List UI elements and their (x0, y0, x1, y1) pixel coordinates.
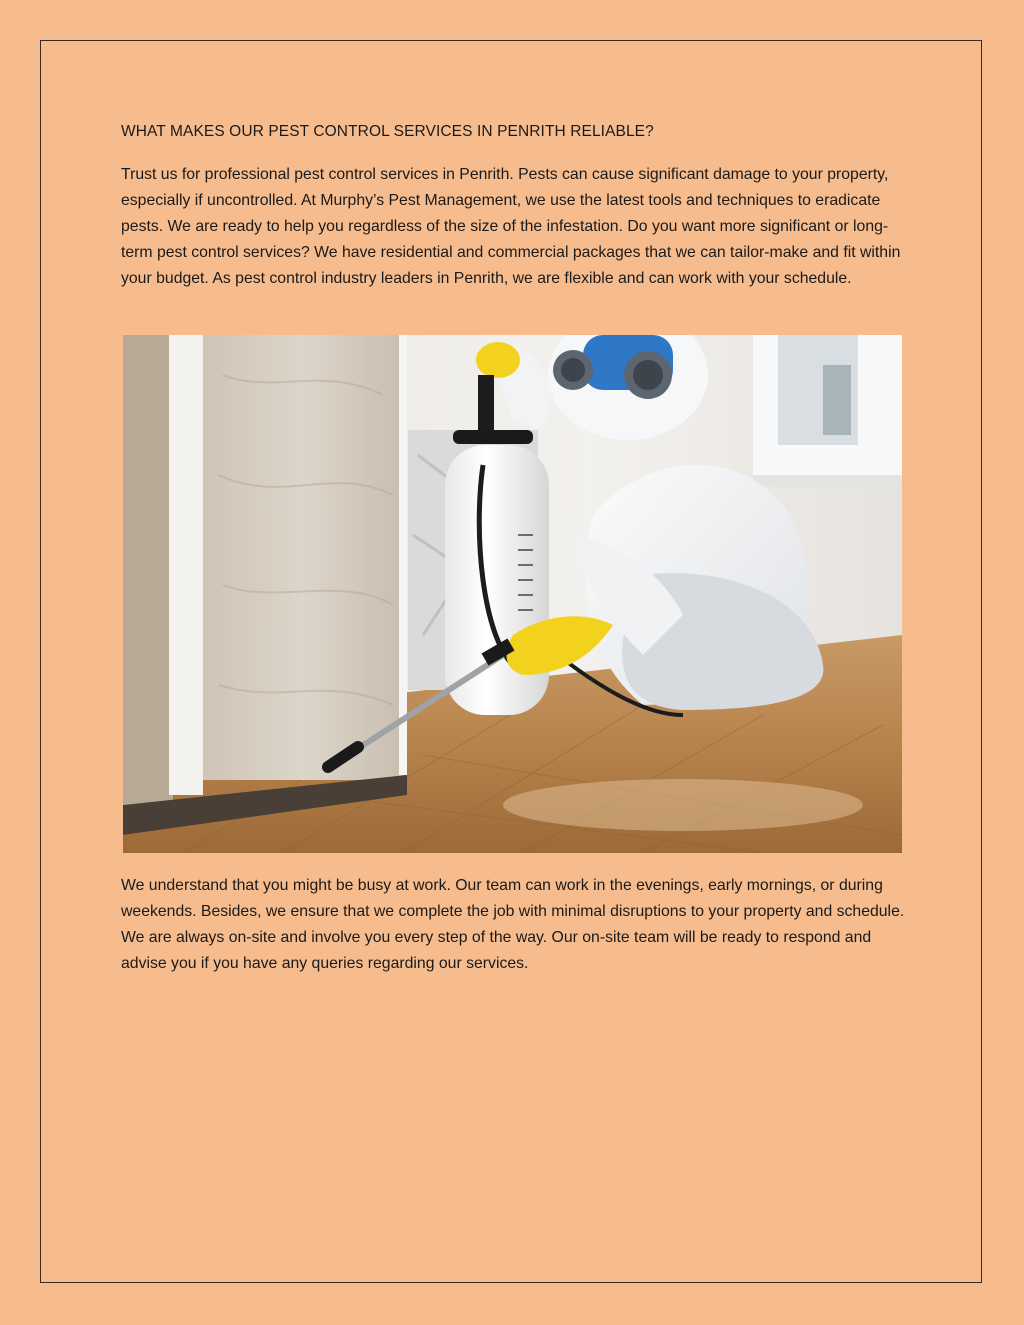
page-heading: WHAT MAKES OUR PEST CONTROL SERVICES IN PENRITH RELIABLE? (121, 123, 654, 140)
intro-paragraph: Trust us for professional pest control services in Penrith. Pests can cause significant damage to your property, especially if uncontrolled. At Murphy’s Pest Management, we use the latest tools and techniques to eradicate pests. We are ready to help you regardless of the size of the infestation. Do you want more significant or long-term pest control services? We have residential and commercial packages that we can tailor-make and fit within your budget. As pest control industry leaders in Penrith, we are flexible and can work with your schedule. (121, 166, 901, 287)
pest-control-technician-photo (123, 335, 902, 853)
schedule-paragraph: We understand that you might be busy at work. Our team can work in the evenings, early mornings, or during weekends. Besides, we ensure that we complete the job with minimal disruptions to your property and schedule. We are always on-site and involve you every step of the way. Our on-site team will be ready to respond and advise you if you have any queries regarding our services. (121, 877, 905, 972)
